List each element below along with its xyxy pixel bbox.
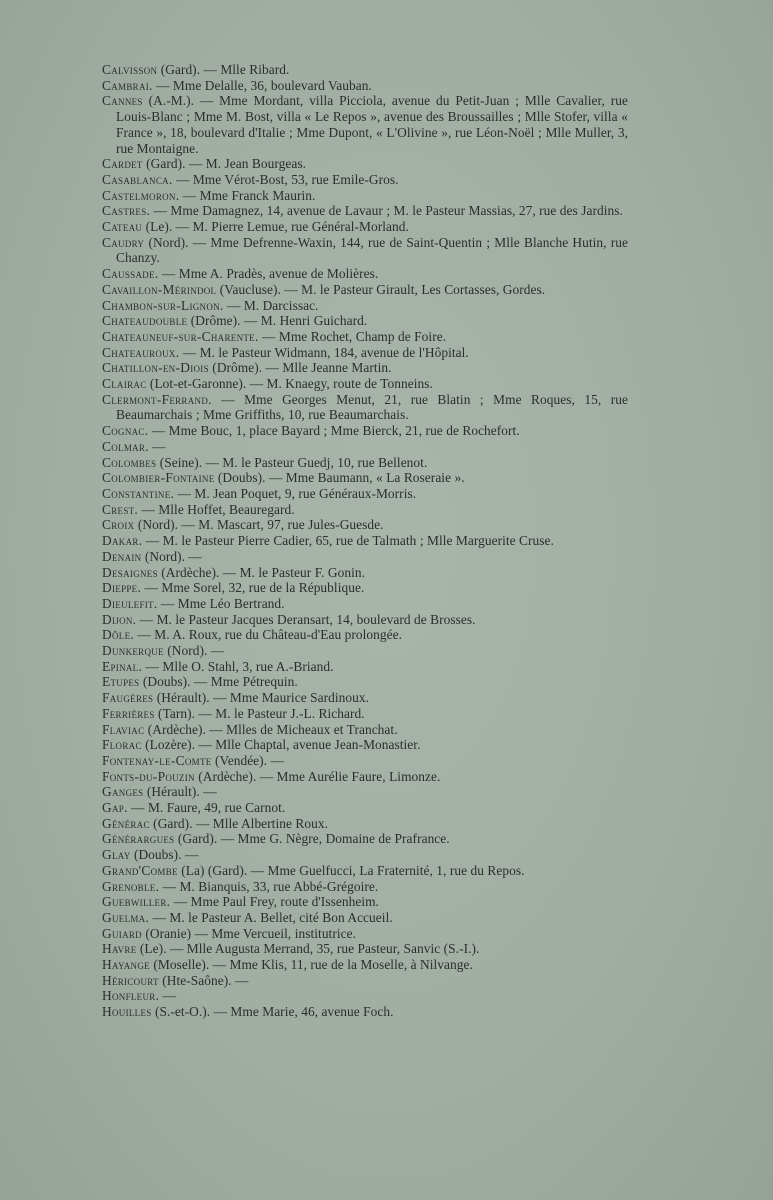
entry-details: (Seine). — M. le Pasteur Guedj, 10, rue Bellenot. bbox=[156, 454, 428, 470]
place-name: Fontenay-le-Comte bbox=[102, 752, 212, 768]
entry-details: (Tarn). — M. le Pasteur J.-L. Richard. bbox=[154, 705, 365, 721]
place-name: Havre bbox=[102, 941, 137, 957]
place-name: Dieulefit. bbox=[102, 595, 158, 611]
entry-details: — M. le Pasteur Jacques Deransart, 14, boulevard de Brosses. bbox=[136, 611, 476, 627]
entry-details: (Lozère). — Mlle Chaptal, avenue Jean-Monastier. bbox=[141, 737, 421, 753]
place-name: Castres. bbox=[102, 203, 151, 219]
place-name: Caussade. bbox=[102, 266, 159, 282]
directory-entry bbox=[102, 282, 628, 298]
directory-entry bbox=[102, 941, 628, 957]
entry-details: — M. le Pasteur Pierre Cadier, 65, rue de Talmath ; Mlle Marguerite Cruse. bbox=[142, 533, 554, 549]
entry-details: (Nord). — bbox=[163, 643, 225, 659]
directory-entry bbox=[102, 549, 628, 565]
entry-details: (Le). — M. Pierre Lemue, rue Général-Morland. bbox=[142, 219, 409, 235]
directory-entry bbox=[102, 957, 628, 973]
place-name: Dunkerque bbox=[102, 643, 164, 659]
directory-entry bbox=[102, 298, 628, 314]
place-name: Colmar. bbox=[102, 438, 149, 454]
place-name: Guiard bbox=[102, 925, 142, 941]
place-name: Casablanca. bbox=[102, 171, 173, 187]
directory-entry bbox=[102, 156, 628, 172]
entry-details: — M. Jean Poquet, 9, rue Généraux-Morris. bbox=[174, 485, 417, 501]
directory-entry bbox=[102, 533, 628, 549]
place-name: Honfleur. bbox=[102, 988, 160, 1004]
directory-entry bbox=[102, 439, 628, 455]
place-name: Caudry bbox=[102, 234, 145, 250]
directory-entry bbox=[102, 455, 628, 471]
place-name: Croix bbox=[102, 517, 135, 533]
place-name: Fonts-du-Pouzin bbox=[102, 768, 195, 784]
directory-entry bbox=[102, 219, 628, 235]
entry-details: (Doubs). — bbox=[130, 847, 199, 863]
place-name: Cannes bbox=[102, 93, 143, 109]
directory-entry bbox=[102, 376, 628, 392]
directory-entry bbox=[102, 313, 628, 329]
entry-details: — M. le Pasteur Widmann, 184, avenue de l'Hôpital. bbox=[179, 344, 469, 360]
place-name: Dijon. bbox=[102, 611, 137, 627]
directory-entry bbox=[102, 831, 628, 847]
directory-entry bbox=[102, 580, 628, 596]
directory-entry bbox=[102, 612, 628, 628]
place-name: Florac bbox=[102, 737, 142, 753]
entry-details: — Mlle Hoffet, Beauregard. bbox=[138, 501, 295, 517]
entry-details: — Mme Georges Menut, 21, rue Blatin ; Mme Roques, 15, rue Beaumarchais ; Mme Griffiths, 10, rue Beaumarchais. bbox=[116, 391, 628, 423]
place-name: Colombier-Fontaine bbox=[102, 470, 215, 486]
place-name: Castelmoron. bbox=[102, 187, 180, 203]
entry-details: — Mme Damagnez, 14, avenue de Lavaur ; M. le Pasteur Massias, 27, rue des Jardins. bbox=[150, 203, 623, 219]
directory-entry bbox=[102, 659, 628, 675]
place-name: Cateau bbox=[102, 219, 143, 235]
entry-details: (Drôme). — Mlle Jeanne Martin. bbox=[208, 360, 392, 376]
entry-details: (Doubs). — Mme Baumann, « La Roseraie ». bbox=[214, 470, 465, 486]
place-name: Denain bbox=[102, 548, 142, 564]
directory-entry bbox=[102, 78, 628, 94]
entry-details: — Mlle O. Stahl, 3, rue A.-Briand. bbox=[142, 658, 334, 674]
directory-entry bbox=[102, 769, 628, 785]
place-name: Chateauneuf-sur-Charente. bbox=[102, 328, 259, 344]
directory-entry bbox=[102, 266, 628, 282]
directory-entry bbox=[102, 643, 628, 659]
directory-entry bbox=[102, 690, 628, 706]
entry-details: — M. Darcissac. bbox=[223, 297, 319, 313]
entry-details: (Gard). — Mme G. Nègre, Domaine de Prafrance. bbox=[174, 831, 450, 847]
place-name: Houilles bbox=[102, 1004, 152, 1020]
entry-details: (Ardèche). — M. le Pasteur F. Gonin. bbox=[157, 564, 366, 580]
directory-entry bbox=[102, 737, 628, 753]
directory-entry bbox=[102, 62, 628, 78]
entry-details: (S.-et-O.). — Mme Marie, 46, avenue Foch. bbox=[151, 1004, 394, 1020]
directory-entry bbox=[102, 753, 628, 769]
directory-entry bbox=[102, 203, 628, 219]
entry-details: (Doubs). — Mme Pétrequin. bbox=[139, 674, 298, 690]
entry-details: — bbox=[159, 988, 177, 1004]
directory-entry bbox=[102, 722, 628, 738]
directory-entry bbox=[102, 235, 628, 266]
entry-details: (Gard). — M. Jean Bourgeas. bbox=[142, 156, 307, 172]
place-name: Grand'Combe bbox=[102, 862, 178, 878]
entry-details: (Nord). — Mme Defrenne-Waxin, 144, rue de Saint-Quentin ; Mlle Blanche Hutin, rue Chanzy. bbox=[116, 234, 628, 266]
entry-details: — M. le Pasteur A. Bellet, cité Bon Accueil. bbox=[149, 909, 393, 925]
place-name: Dôle. bbox=[102, 627, 135, 643]
directory-entry bbox=[102, 345, 628, 361]
directory-entry bbox=[102, 847, 628, 863]
entry-details: (Vaucluse). — M. le Pasteur Girault, Les Cortasses, Gordes. bbox=[216, 281, 546, 297]
place-name: Chambon-sur-Lignon. bbox=[102, 297, 224, 313]
place-name: Etupes bbox=[102, 674, 140, 690]
directory-entry bbox=[102, 517, 628, 533]
place-name: Glay bbox=[102, 847, 131, 863]
directory-entry bbox=[102, 188, 628, 204]
directory-entry bbox=[102, 800, 628, 816]
entry-details: (Hérault). — bbox=[143, 784, 217, 800]
entry-details: — bbox=[148, 438, 166, 454]
entry-details: (A.-M.). — Mme Mordant, villa Picciola, avenue du Petit-Juan ; Mlle Cavalier, rue Louis-Blanc ; Mme M. Bost, villa « Le Repos », avenue des Broussailles ; Mlle Stofer, villa « France », 18, boulevard d'Italie ; Mme Dupont, « L'Olivine », rue Léon-Noël ; Mlle Muller, 3, rue Montaigne. bbox=[116, 93, 628, 156]
directory-entry bbox=[102, 674, 628, 690]
place-name: Clermont-Ferrand. bbox=[102, 391, 212, 407]
entry-details: — Mme Sorel, 32, rue de la République. bbox=[141, 580, 365, 596]
directory-entry bbox=[102, 706, 628, 722]
directory-entry bbox=[102, 910, 628, 926]
place-name: Dieppe. bbox=[102, 580, 142, 596]
place-name: Calvisson bbox=[102, 62, 158, 77]
entry-details: — Mme Franck Maurin. bbox=[179, 187, 316, 203]
entry-details: (Ardèche). — Mlles de Micheaux et Tranchat. bbox=[144, 721, 398, 737]
place-name: Dakar. bbox=[102, 533, 143, 549]
directory-entry bbox=[102, 1004, 628, 1020]
directory-entry bbox=[102, 596, 628, 612]
entry-details: — Mme Léo Bertrand. bbox=[157, 595, 285, 611]
entry-details: (Drôme). — M. Henri Guichard. bbox=[187, 313, 368, 329]
directory-entry bbox=[102, 894, 628, 910]
entry-details: — Mme Bouc, 1, place Bayard ; Mme Bierck, 21, rue de Rochefort. bbox=[148, 423, 520, 439]
entry-details: — Mme Rochet, Champ de Foire. bbox=[258, 328, 447, 344]
place-name: Desaignes bbox=[102, 564, 158, 580]
directory-list bbox=[102, 62, 628, 1020]
directory-entry bbox=[102, 973, 628, 989]
place-name: Générargues bbox=[102, 831, 175, 847]
place-name: Cambrai. bbox=[102, 77, 153, 93]
directory-entry bbox=[102, 392, 628, 423]
entry-details: (Nord). — bbox=[141, 548, 202, 564]
entry-details: (La) (Gard). — Mme Guelfucci, La Fraternité, 1, rue du Repos. bbox=[177, 862, 525, 878]
place-name: Cavaillon-Mérindol bbox=[102, 281, 217, 297]
directory-entry bbox=[102, 879, 628, 895]
entry-details: (Hte-Saône). — bbox=[158, 972, 249, 988]
place-name: Gap. bbox=[102, 800, 128, 816]
entry-details: — M. Bianquis, 33, rue Abbé-Grégoire. bbox=[159, 878, 379, 894]
place-name: Générac bbox=[102, 815, 150, 831]
directory-entry bbox=[102, 486, 628, 502]
directory-entry bbox=[102, 784, 628, 800]
entry-details: — Mme A. Pradès, avenue de Molières. bbox=[158, 266, 379, 282]
directory-entry bbox=[102, 502, 628, 518]
directory-entry bbox=[102, 988, 628, 1004]
directory-entry bbox=[102, 423, 628, 439]
place-name: Cardet bbox=[102, 156, 143, 172]
place-name: Chateaudouble bbox=[102, 313, 188, 329]
entry-details: — Mme Paul Frey, route d'Issenheim. bbox=[170, 894, 379, 910]
directory-entry bbox=[102, 863, 628, 879]
entry-details: (Lot-et-Garonne). — M. Knaegy, route de Tonneins. bbox=[146, 376, 433, 392]
place-name: Crest. bbox=[102, 501, 139, 517]
place-name: Chateauroux. bbox=[102, 344, 180, 360]
entry-details: (Ardèche). — Mme Aurélie Faure, Limonze. bbox=[194, 768, 441, 784]
place-name: Ferrières bbox=[102, 705, 155, 721]
directory-entry bbox=[102, 565, 628, 581]
place-name: Cognac. bbox=[102, 423, 149, 439]
directory-entry bbox=[102, 329, 628, 345]
place-name: Grenoble. bbox=[102, 878, 160, 894]
entry-details: — Mme Delalle, 36, boulevard Vauban. bbox=[152, 77, 372, 93]
directory-entry bbox=[102, 470, 628, 486]
place-name: Clairac bbox=[102, 376, 147, 392]
place-name: Constantine. bbox=[102, 485, 175, 501]
entry-details: (Gard). — Mlle Albertine Roux. bbox=[149, 815, 328, 831]
entry-details: (Nord). — M. Mascart, 97, rue Jules-Guesde. bbox=[134, 517, 384, 533]
place-name: Flaviac bbox=[102, 721, 145, 737]
entry-details: (Moselle). — Mme Klis, 11, rue de la Moselle, à Nilvange. bbox=[149, 957, 473, 973]
directory-entry bbox=[102, 627, 628, 643]
place-name: Colombes bbox=[102, 454, 157, 470]
place-name: Guebwiller. bbox=[102, 894, 171, 910]
entry-details: (Oranie) — Mme Vercueil, institutrice. bbox=[141, 925, 356, 941]
directory-entry bbox=[102, 172, 628, 188]
place-name: Hayange bbox=[102, 957, 150, 973]
place-name: Chatillon-en-Diois bbox=[102, 360, 209, 376]
entry-details: (Le). — Mlle Augusta Merrand, 35, rue Pasteur, Sanvic (S.-I.). bbox=[136, 941, 480, 957]
directory-entry bbox=[102, 816, 628, 832]
entry-details: (Gard). — Mlle Ribard. bbox=[157, 62, 290, 77]
place-name: Epinal. bbox=[102, 658, 143, 674]
directory-entry bbox=[102, 93, 628, 156]
place-name: Guelma. bbox=[102, 909, 150, 925]
place-name: Ganges bbox=[102, 784, 144, 800]
directory-entry bbox=[102, 360, 628, 376]
entry-details: — M. Faure, 49, rue Carnot. bbox=[127, 800, 286, 816]
entry-details: (Vendée). — bbox=[211, 752, 284, 768]
entry-details: (Hérault). — Mme Maurice Sardinoux. bbox=[153, 690, 369, 706]
entry-details: — M. A. Roux, rue du Château-d'Eau prolongée. bbox=[134, 627, 403, 643]
place-name: Faugères bbox=[102, 690, 154, 706]
place-name: Héricourt bbox=[102, 972, 159, 988]
entry-details: — Mme Vérot-Bost, 53, rue Emile-Gros. bbox=[172, 171, 399, 187]
directory-entry bbox=[102, 926, 628, 942]
